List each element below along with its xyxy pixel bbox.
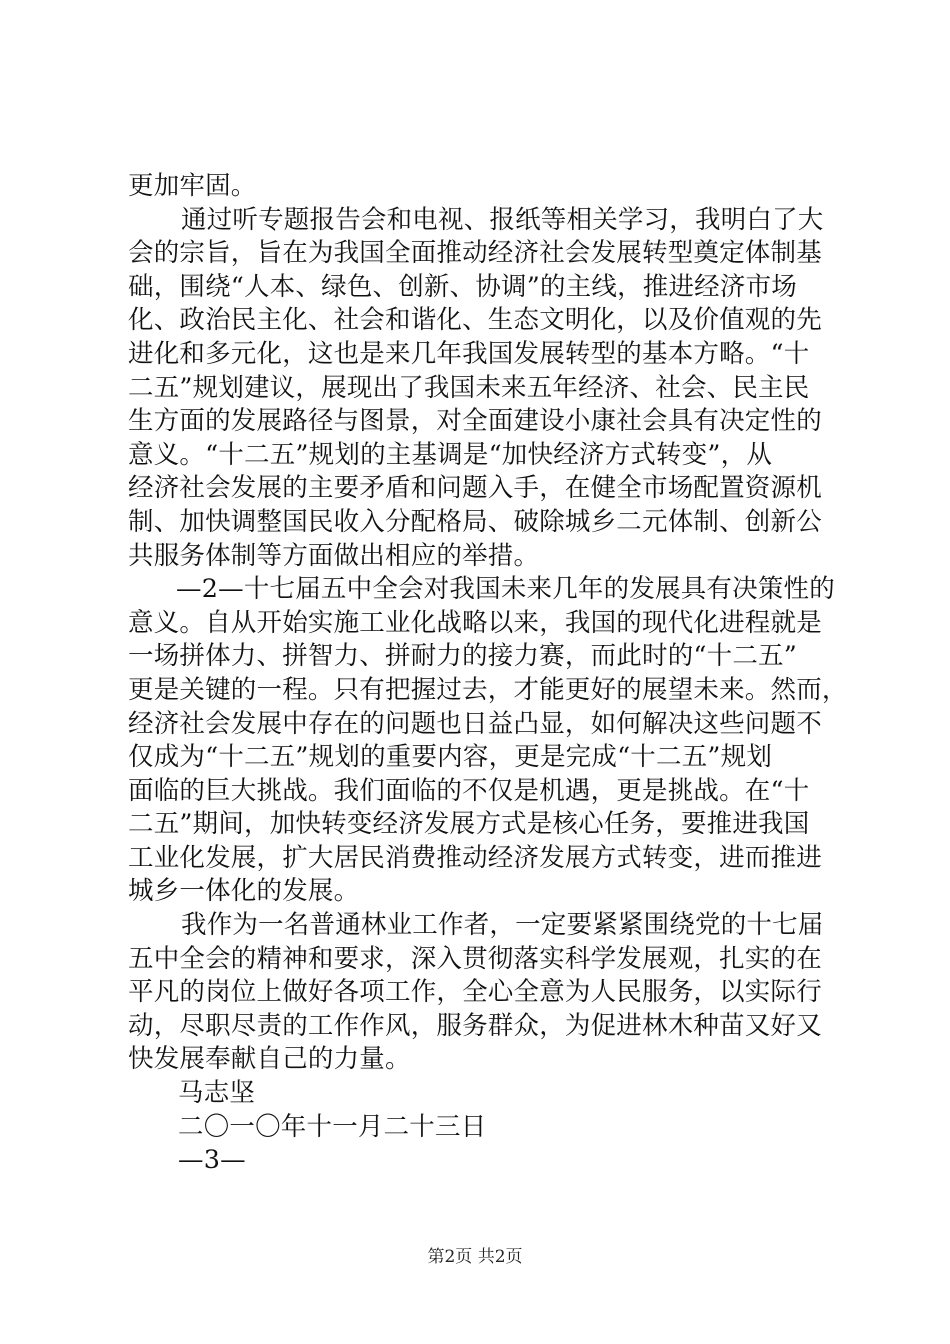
paragraph-start-line: —2—十七届五中全会对我国未来几年的发展具有决策性的 [176, 574, 835, 605]
text-line: 面临的巨大挑战。我们面临的不仅是机遇，更是挑战。在“十 [128, 775, 810, 806]
paragraph-start-line: 我作为一名普通林业工作者，一定要紧紧围绕党的十七届 [181, 910, 824, 941]
text-line: 二五”规划建议，展现出了我国未来五年经济、社会、民主民 [128, 372, 810, 403]
text-line: 意义。“十二五”规划的主基调是“加快经济方式转变”，从 [128, 439, 773, 470]
text-line: 二五”期间，加快转变经济发展方式是核心任务，要推进我国 [128, 809, 810, 840]
paragraph-start-line: 通过听专题报告会和电视、报纸等相关学习，我明白了大 [181, 204, 824, 235]
text-line: 平凡的岗位上做好各项工作，全心全意为人民服务，以实际行 [128, 977, 822, 1008]
text-line: 会的宗旨，旨在为我国全面推动经济社会发展转型奠定体制基 [128, 238, 822, 269]
page-count-label: 第2页 共2页 [427, 1247, 523, 1267]
signature-name: 马志坚 [178, 1078, 256, 1109]
text-line: 一场拼体力、拼智力、拼耐力的接力赛，而此时的“十二五” [128, 641, 797, 672]
document-body [128, 170, 848, 1178]
text-line: 经济社会发展的主要矛盾和问题入手，在健全市场配置资源机 [128, 473, 822, 504]
text-line: 生方面的发展路径与图景，对全面建设小康社会具有决定性的 [128, 406, 822, 437]
text-line: 制、加快调整国民收入分配格局、破除城乡二元体制、创新公 [128, 506, 822, 537]
text-line: 更是关键的一程。只有把握过去，才能更好的展望未来。然而， [128, 674, 848, 705]
text-line: 仅成为“十二五”规划的重要内容，更是完成“十二五”规划 [128, 742, 773, 773]
text-line: 五中全会的精神和要求，深入贯彻落实科学发展观，扎实的在 [128, 943, 822, 974]
signature-date: 二〇一〇年十一月二十三日 [178, 1111, 487, 1142]
page-number-inline: —3— [178, 1145, 246, 1176]
text-line: 城乡一体化的发展。 [128, 876, 360, 907]
text-line: 化、政治民主化、社会和谐化、生态文明化，以及价值观的先 [128, 305, 822, 336]
text-line: 共服务体制等方面做出相应的举措。 [128, 540, 540, 571]
text-line: 础，围绕“人本、绿色、创新、协调”的主线，推进经济市场 [128, 271, 797, 302]
page-footer [0, 1246, 950, 1268]
text-line: 快发展奉献自己的力量。 [128, 1044, 411, 1075]
text-line: 进化和多元化，这也是来几年我国发展转型的基本方略。“十 [128, 338, 810, 369]
text-line: 经济社会发展中存在的问题也日益凸显，如何解决这些问题不 [128, 708, 822, 739]
text-line: 更加牢固。 [128, 171, 257, 201]
text-line: 工业化发展，扩大居民消费推动经济发展方式转变，进而推进 [128, 842, 822, 873]
text-line: 动，尽职尽责的工作作风，服务群众，为促进林木种苗又好又 [128, 1010, 822, 1041]
text-line: 意义。自从开始实施工业化战略以来，我国的现代化进程就是 [128, 607, 822, 638]
